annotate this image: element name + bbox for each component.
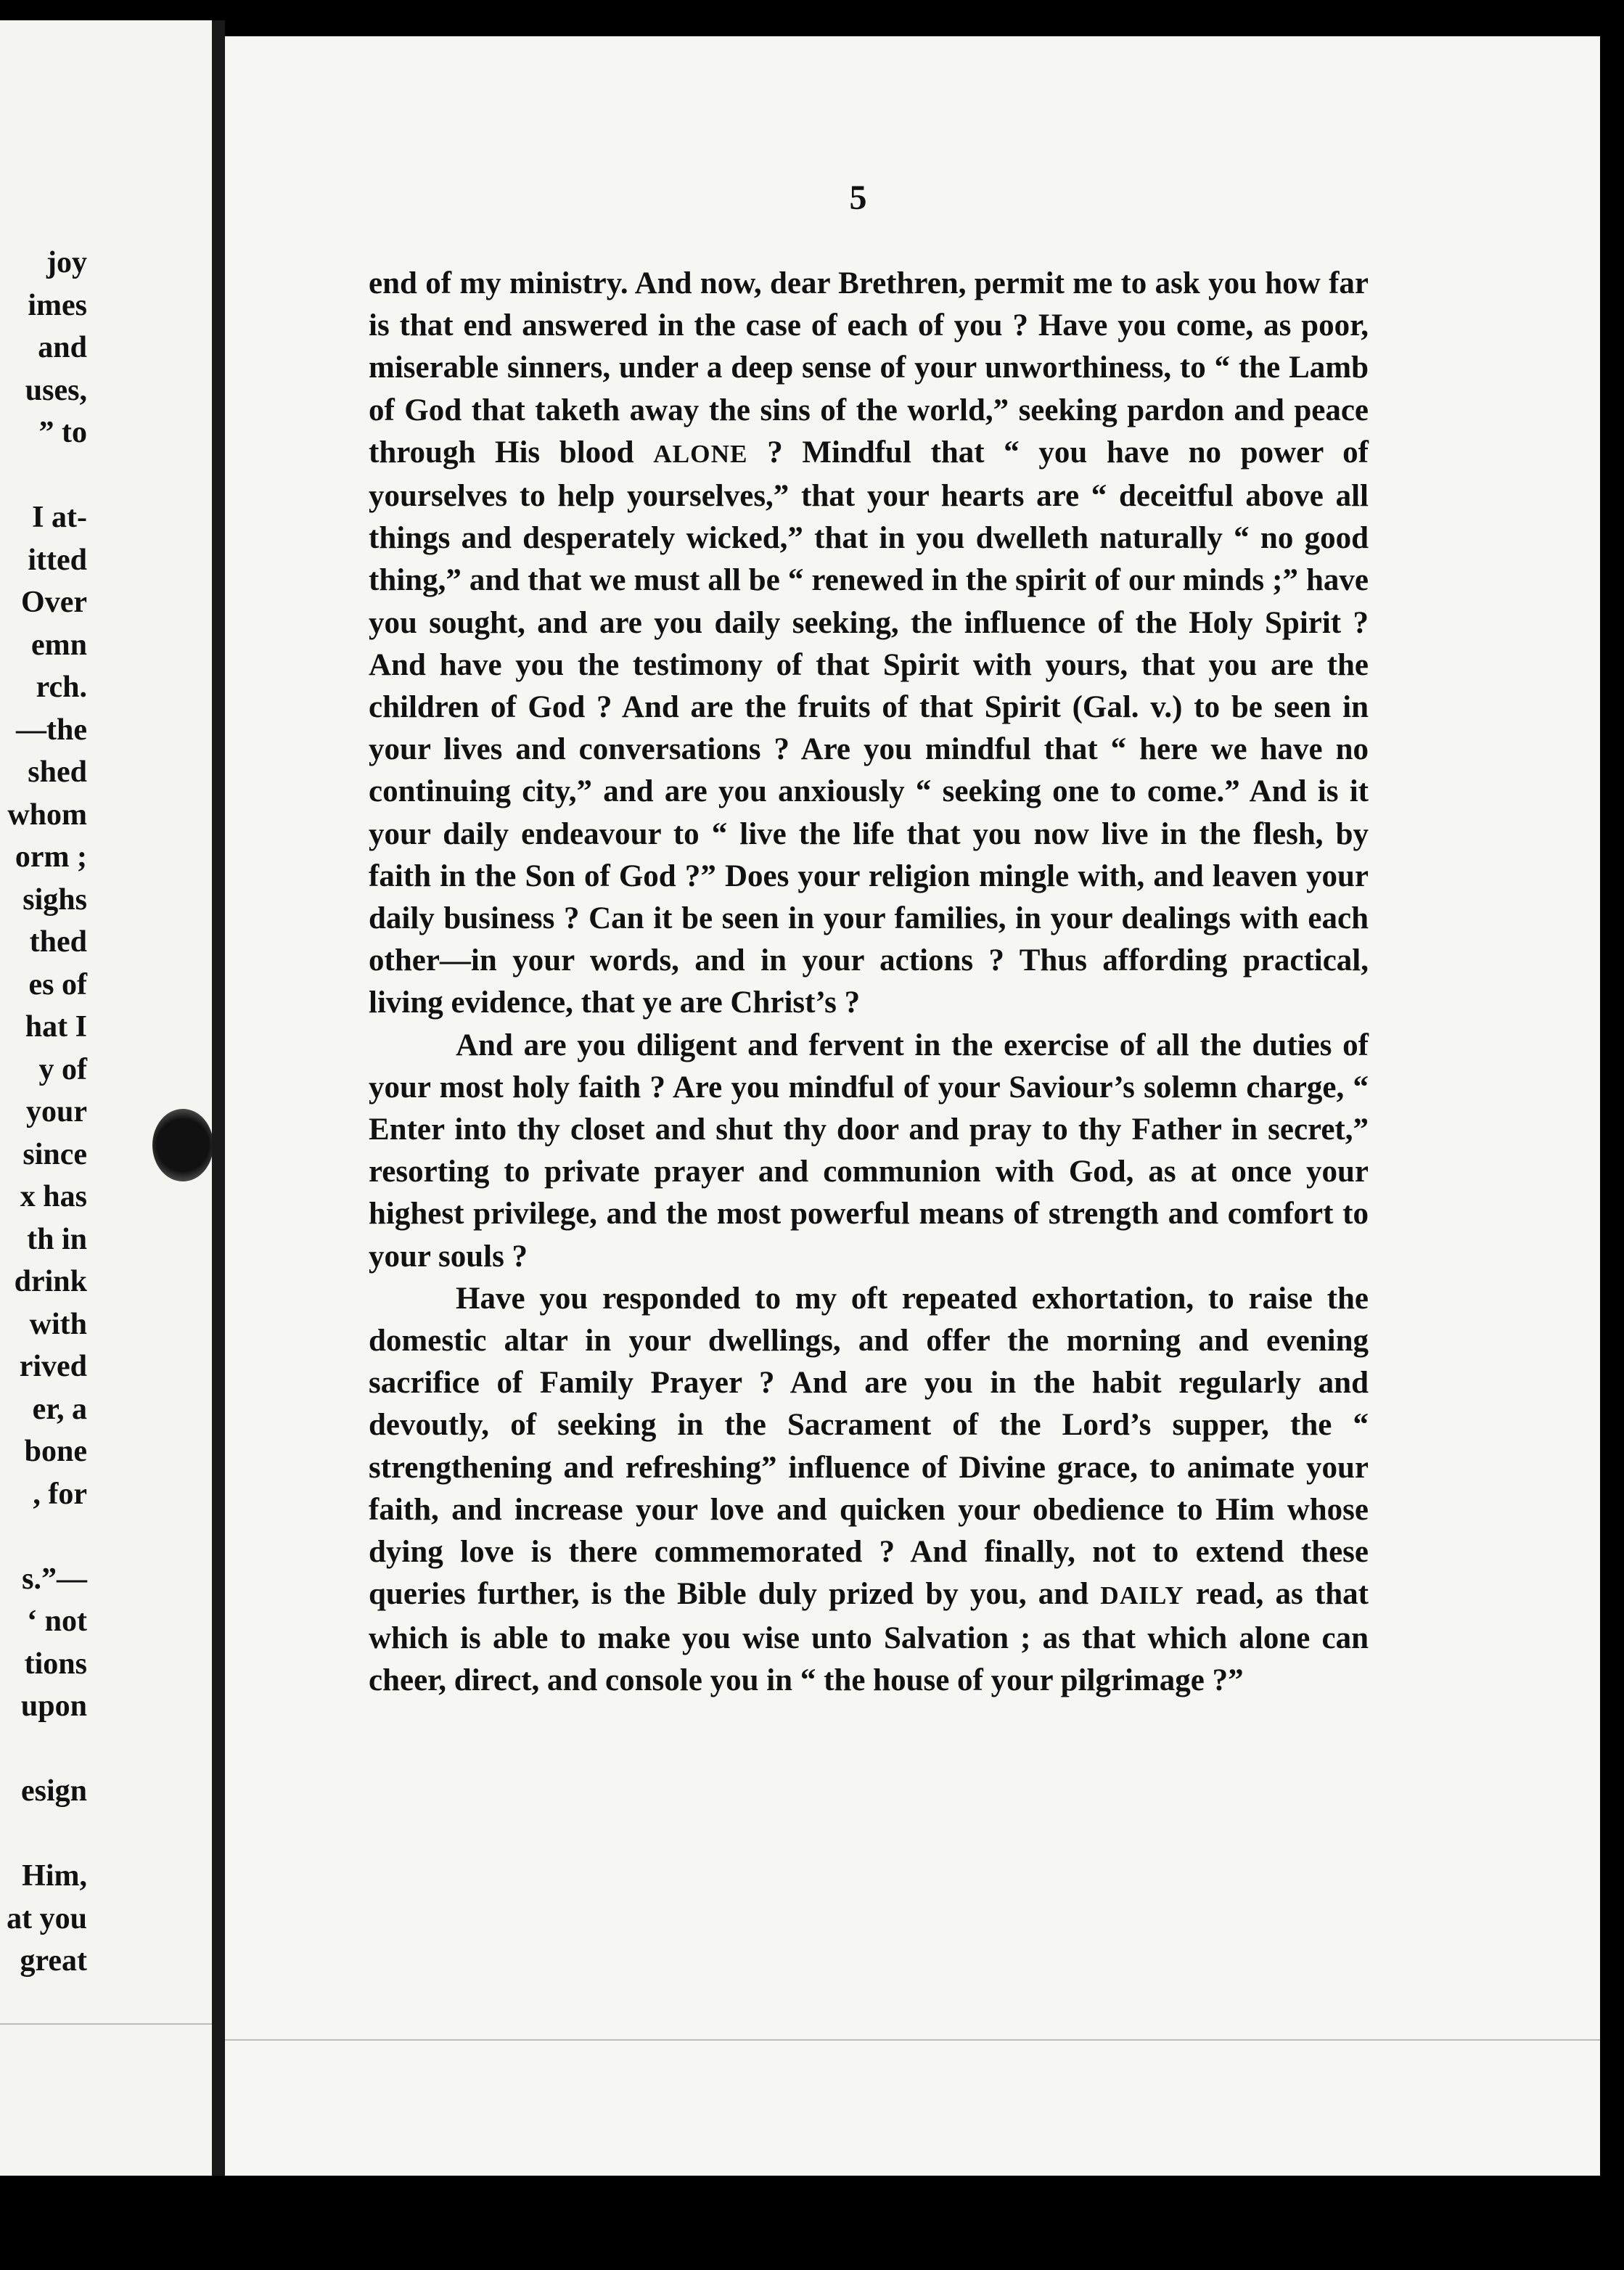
left-text-fragment: joy (46, 246, 87, 279)
left-text-fragment: er, a (32, 1392, 87, 1426)
left-text-fragment: orm ; (15, 840, 87, 874)
left-text-fragment: Him, (22, 1859, 87, 1893)
text-run: Have you responded to my oft repeated exhortation, to raise the domestic altar in your dwellings, and offer the morning and evening sacrifice of Family Prayer ? And are you in the habit regularly and devoutly, of seeking in the Sacrament of the Lord’s supper, the “ strengthening and refreshing” influence of Divine grace, to animate your faith, and increase your love and quicken your obedience to Him whose dying love is there commemorated ? And finally, not to extend these queries further, is the Bible duly prized by you, and (369, 1281, 1369, 1612)
small-caps-word: DAILY (1100, 1581, 1184, 1610)
small-caps-word: ALONE (653, 439, 748, 468)
left-text-fragment: your (26, 1095, 87, 1128)
left-fragment-gap (0, 454, 87, 497)
text-run: And are you diligent and fervent in the exercise of all the duties of your most holy faith ? Are you mindful of your Saviour’s solemn charge, “ Enter into thy closet and shut thy door and pray to thy Father in secret,” resorting to private prayer and communion with God, as at once your highest privilege, and the most powerful means of strength and comfort to your souls ? (369, 1028, 1369, 1274)
left-text-fragment: tions (24, 1647, 87, 1681)
left-text-fragment: itted (28, 543, 87, 577)
left-text-fragment: ” to (38, 416, 87, 449)
page-number: 5 (849, 179, 867, 217)
left-text-fragment: —the (16, 713, 87, 747)
left-text-fragment: emn (31, 628, 87, 662)
left-text-fragment: drink (14, 1265, 87, 1298)
left-text-fragment: I at- (32, 501, 87, 534)
left-text-fragment: shed (28, 755, 87, 789)
left-text-fragment: since (22, 1137, 87, 1171)
left-text-fragment: Over (21, 586, 87, 619)
paragraph (369, 263, 1369, 1025)
left-text-fragment: thed (29, 925, 87, 959)
left-text-fragment: with (29, 1307, 87, 1341)
left-text-fragment: hat I (25, 1010, 87, 1044)
left-text-fragment: at you (7, 1901, 87, 1935)
left-page-footer-rule (0, 2023, 212, 2025)
left-fragment-gap (0, 1515, 87, 1558)
ink-blot (152, 1109, 212, 1181)
left-text-fragment: th in (27, 1222, 87, 1256)
left-text-fragment: rch. (36, 671, 87, 704)
right-page-footer-rule (225, 2039, 1600, 2041)
paragraph (369, 1025, 1369, 1278)
text-run: ? Mindful that “ you have no power of yourselves to help yourselves,” that your hearts are “ deceitful above all things and desperately wicked,” that in you dwelleth naturally “ no good thing,” and that we must all be “ renewed in the spirit of our minds ;” have you sought, and are you daily seeking, the influence of the Holy Spirit ? And have you the testimony of that Spirit with yours, that you are the children of God ? And are the fruits of that Spirit (Gal. v.) to be seen in your lives and conversations ? Are you mindful that “ here we have no continuing city,” and are you anxiously “ seeking one to come.” And is it your daily endeavour to “ live the life that you now live in the flesh, by faith in the Son of God ?” Does your religion mingle with, and leaven your daily business ? Can it be seen in your families, in your dealings with each other—in your words, and in your actions ? Thus affording practical, living evidence, that ye are Christ’s ? (369, 435, 1369, 1020)
left-text-fragment: upon (20, 1689, 87, 1723)
left-fragment-gap (0, 1728, 87, 1771)
left-text-fragment: imes (28, 288, 87, 322)
left-text-fragment: sighs (22, 882, 87, 917)
left-text-fragment: y of (38, 1052, 87, 1086)
left-text-fragment: and (38, 331, 87, 364)
left-text-fragment: esign (20, 1774, 87, 1808)
book-gutter (212, 20, 225, 2176)
paragraph (369, 1278, 1369, 1702)
body-text (369, 263, 1369, 1702)
left-text-fragment: ‘ not (27, 1605, 87, 1638)
left-text-fragment: , for (33, 1477, 87, 1511)
left-text-fragment: uses, (25, 373, 87, 407)
left-text-fragment: rived (19, 1350, 87, 1383)
left-text-fragment: es of (28, 967, 87, 1001)
left-text-fragment: bone (24, 1435, 87, 1468)
left-fragment-gap (0, 1813, 87, 1856)
left-page-text-fragments (0, 242, 87, 1983)
text-run: read, as that which is able to make you wise unto Salvation ; as that which alone can cheer, direct, and console you in “ the house of your pilgrimage ?” (369, 1577, 1369, 1697)
left-text-fragment: whom (7, 798, 87, 832)
left-text-fragment: s.”— (22, 1562, 87, 1596)
left-text-fragment: x has (20, 1180, 87, 1213)
left-page (0, 20, 212, 2176)
left-text-fragment: great (20, 1944, 87, 1978)
right-page (225, 36, 1600, 2176)
text-run: end of my ministry. And now, dear Brethren, permit me to ask you how far is that end answered in the case of each of you ? Have you come, as poor, miserable sinners, under a deep sense of your unworthiness, to “ the Lamb of God that taketh away the sins of the world,” seeking pardon and peace through His blood (369, 266, 1369, 470)
